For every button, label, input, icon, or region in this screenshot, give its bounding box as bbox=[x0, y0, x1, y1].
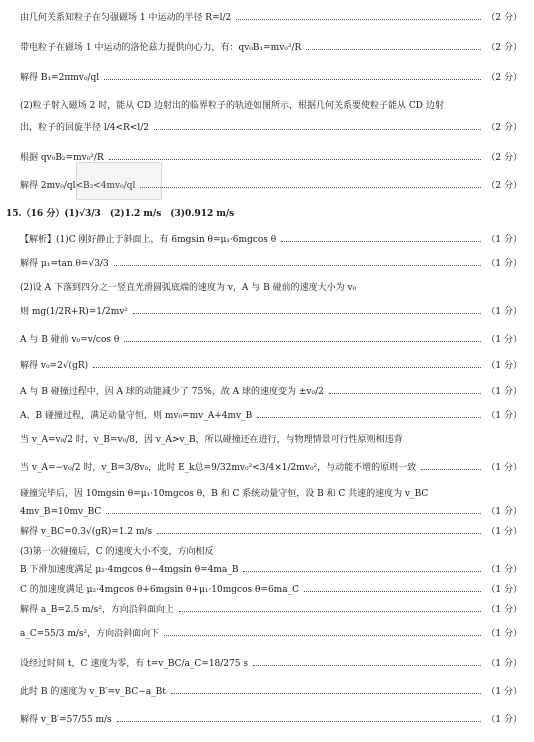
answer-line bbox=[20, 282, 522, 294]
answer-line bbox=[20, 234, 522, 246]
dot-leader bbox=[171, 692, 482, 694]
score-label: （2 分） bbox=[486, 153, 522, 163]
line-text: A 与 B 碰前 v₀=v/cos θ bbox=[20, 335, 120, 345]
line-text: 15.（16 分）(1)√3/3 (2)1.2 m/s (3)0.912 m/s bbox=[6, 209, 235, 219]
answer-line bbox=[20, 658, 522, 670]
score-label: （1 分） bbox=[486, 659, 522, 669]
line-text: 解得 B₁=2πmv₀/ql bbox=[20, 73, 100, 83]
watermark-stamp bbox=[76, 162, 162, 200]
dot-leader bbox=[421, 468, 481, 470]
score-label: （1 分） bbox=[486, 387, 522, 397]
dot-leader bbox=[281, 240, 481, 242]
dot-leader bbox=[236, 18, 481, 20]
score-label: （1 分） bbox=[486, 715, 522, 725]
line-text: 此时 B 的速度为 v_B′=v_BC−a_Bt bbox=[20, 687, 166, 697]
dot-leader bbox=[329, 392, 482, 394]
line-text: a_C=55/3 m/s²，方向沿斜面向下 bbox=[20, 629, 160, 639]
dot-leader bbox=[124, 340, 481, 342]
dot-leader bbox=[253, 664, 481, 666]
dot-leader bbox=[243, 570, 481, 572]
line-text: 解得 v_BC=0.3√(gR)=1.2 m/s bbox=[20, 527, 153, 537]
score-label: （1 分） bbox=[486, 605, 522, 615]
line-text: 解得 μ₁=tan θ=√3/3 bbox=[20, 259, 109, 269]
answer-line bbox=[20, 100, 522, 112]
score-label: （1 分） bbox=[486, 235, 522, 245]
dot-leader bbox=[154, 128, 481, 130]
answer-line bbox=[20, 122, 522, 134]
answer-line bbox=[20, 42, 522, 54]
line-text: 解得 a_B=2.5 m/s²，方向沿斜面向上 bbox=[20, 605, 174, 615]
answer-line bbox=[20, 714, 522, 726]
score-label: （1 分） bbox=[486, 361, 522, 371]
score-label: （1 分） bbox=[486, 259, 522, 269]
answer-line bbox=[20, 546, 522, 558]
line-text: 4mv_B=10mv_BC bbox=[20, 507, 102, 517]
answer-line bbox=[20, 564, 522, 576]
line-text: (3)第一次碰撞后，C 的速度大小不变，方向相反 bbox=[20, 547, 214, 557]
answer-line bbox=[20, 306, 522, 318]
dot-leader bbox=[133, 312, 481, 314]
dot-leader bbox=[306, 48, 481, 50]
dot-leader bbox=[140, 186, 481, 188]
score-label: （1 分） bbox=[486, 507, 522, 517]
dot-leader bbox=[93, 366, 481, 368]
dot-leader bbox=[109, 158, 482, 160]
answer-line bbox=[20, 506, 522, 518]
score-label: （1 分） bbox=[486, 411, 522, 421]
dot-leader bbox=[257, 416, 481, 418]
line-text: 出，粒子的回旋半径 l/4<R<l/2 bbox=[20, 123, 149, 133]
line-text: 由几何关系知粒子在匀强磁场 1 中运动的半径 R=l/2 bbox=[20, 13, 232, 23]
line-text: 解得 v_B′=57/55 m/s bbox=[20, 715, 112, 725]
line-text: 则 mg(1/2R+R)=1/2mv² bbox=[20, 307, 129, 317]
score-label: （2 分） bbox=[486, 123, 522, 133]
question-header bbox=[6, 208, 522, 220]
score-label: （1 分） bbox=[486, 585, 522, 595]
line-text: 【解析】(1)C 刚好静止于斜面上，有 6mgsin θ=μ₁·6mgcos θ bbox=[20, 235, 277, 245]
score-label: （1 分） bbox=[486, 463, 522, 473]
answer-line bbox=[20, 72, 522, 84]
line-text: 当 v_A=−v₀/2 时，v_B=3/8v₀，此时 E_k总=9/32mv₀²<3/4×1/2mv₀²，与动能不增的原则一致 bbox=[20, 463, 417, 473]
line-text: 碰撞完毕后，因 10mgsin θ=μ₁·10mgcos θ，B 和 C 系统动量守恒，设 B 和 C 共速的速度为 v_BC bbox=[20, 489, 429, 499]
dot-leader bbox=[106, 512, 481, 514]
answer-line bbox=[20, 584, 522, 596]
answer-line bbox=[20, 434, 522, 446]
answer-line bbox=[20, 386, 522, 398]
line-text: 当 v_A=v₀/2 时，v_B=v₀/8，因 v_A>v_B，所以碰撞还在进行，与物理情景可行性原则相违背 bbox=[20, 435, 403, 445]
score-label: （2 分） bbox=[486, 181, 522, 191]
line-text: 带电粒子在磁场 1 中运动的洛伦兹力提供向心力，有：qv₀B₁=mv₀²/R bbox=[20, 43, 302, 53]
answer-line bbox=[20, 410, 522, 422]
answer-line bbox=[20, 526, 522, 538]
answer-line bbox=[20, 604, 522, 616]
line-text: C 的加速度满足 μ₂·4mgcos θ+6mgsin θ+μ₁·10mgcos θ=6ma_C bbox=[20, 585, 299, 595]
dot-leader bbox=[179, 610, 482, 612]
answer-line bbox=[20, 628, 522, 640]
line-text: 解得 v₀=2√(gR) bbox=[20, 361, 89, 371]
line-text: (2)粒子射入磁场 2 时，能从 CD 边射出的临界粒子的轨迹如图所示，根据几何关系要使粒子能从 CD 边射 bbox=[20, 101, 444, 111]
score-label: （1 分） bbox=[486, 307, 522, 317]
dot-leader bbox=[104, 78, 481, 80]
line-text: A 与 B 碰撞过程中，因 A 球的动能减少了 75%，故 A 球的速度变为 ±v₀/2 bbox=[20, 387, 324, 397]
line-text: 解得 2mv₀/ql<B₂<4mv₀/ql bbox=[20, 181, 136, 191]
score-label: （2 分） bbox=[486, 13, 522, 23]
dot-leader bbox=[157, 532, 481, 534]
answer-line bbox=[20, 12, 522, 24]
dot-leader bbox=[114, 264, 482, 266]
line-text: (2)设 A 下落到四分之一竖直光滑圆弧底端的速度为 v，A 与 B 碰前的速度大小为 v₀ bbox=[20, 283, 357, 293]
score-label: （1 分） bbox=[486, 565, 522, 575]
dot-leader bbox=[164, 634, 481, 636]
score-label: （1 分） bbox=[486, 629, 522, 639]
answer-line bbox=[20, 488, 522, 500]
line-text: B 下滑加速度满足 μ₂·4mgcos θ−4mgsin θ=4ma_B bbox=[20, 565, 239, 575]
answer-line bbox=[20, 462, 522, 474]
dot-leader bbox=[304, 590, 481, 592]
answer-line bbox=[20, 334, 522, 346]
line-text: 设经过时间 t，C 速度为零，有 t=v_BC/a_C=18/275 s bbox=[20, 659, 248, 669]
score-label: （1 分） bbox=[486, 687, 522, 697]
answer-line bbox=[20, 258, 522, 270]
answer-line bbox=[20, 686, 522, 698]
score-label: （1 分） bbox=[486, 527, 522, 537]
dot-leader bbox=[117, 720, 482, 722]
answer-line bbox=[20, 360, 522, 372]
score-label: （2 分） bbox=[486, 43, 522, 53]
line-text: A、B 碰撞过程，满足动量守恒，则 mv₀=mv_A+4mv_B bbox=[20, 411, 253, 421]
score-label: （2 分） bbox=[486, 73, 522, 83]
score-label: （1 分） bbox=[486, 335, 522, 345]
line-text: 根据 qv₀B₂=mv₀²/R bbox=[20, 153, 104, 163]
